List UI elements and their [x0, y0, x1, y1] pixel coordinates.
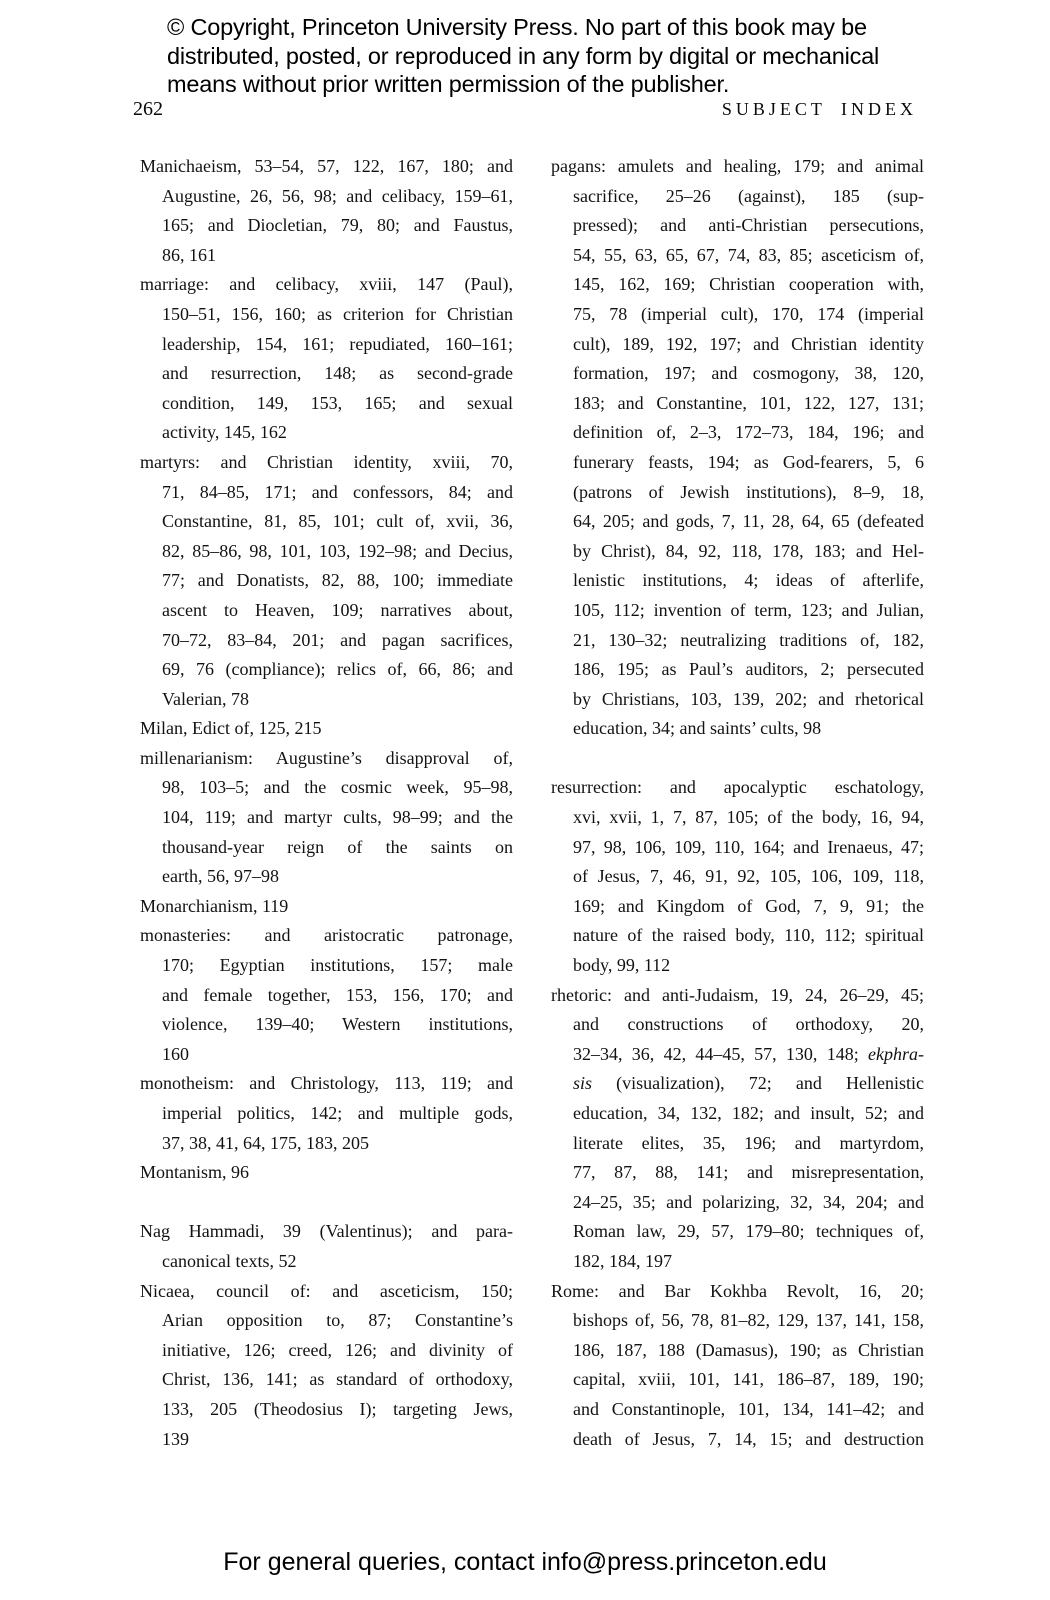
- index-entry-line: education, 34; and saints’ cults, 98: [573, 718, 822, 739]
- index-entry-line: Augustine, 26, 56, 98; and celibacy, 159–61,: [162, 185, 513, 206]
- index-entry-line: 71, 84–85, 171; and confessors, 84; and: [162, 481, 513, 502]
- index-entry-line: 105, 112; invention of term, 123; and Julian,: [573, 599, 924, 620]
- copyright-line-1: © Copyright, Princeton University Press. No part of this book may be: [167, 14, 867, 40]
- index-entry-line: and constructions of orthodoxy, 20,: [573, 1014, 924, 1035]
- index-entry-line: Nag Hammadi, 39 (Valentinus); and para-: [140, 1221, 513, 1242]
- index-entry-line: ascent to Heaven, 109; narratives about,: [162, 599, 513, 620]
- index-entry-line: Constantine, 81, 85, 101; cult of, xvii, 36,: [162, 511, 513, 532]
- index-entry-line: earth, 56, 97–98: [162, 866, 279, 887]
- index-entry-line: 70–72, 83–84, 201; and pagan sacrifices,: [162, 629, 513, 650]
- index-entry-line: thousand-year reign of the saints on: [162, 836, 513, 857]
- index-entry-line: 37, 38, 41, 64, 175, 183, 205: [162, 1132, 369, 1153]
- index-entry-line: by Christians, 103, 139, 202; and rhetorical: [573, 688, 924, 709]
- index-entry-line: bishops of, 56, 78, 81–82, 129, 137, 141, 158,: [573, 1310, 924, 1331]
- index-entry-line: rhetoric: and anti-Judaism, 19, 24, 26–29, 45;: [551, 984, 924, 1005]
- italic-text-run: ekphra-: [868, 1043, 924, 1064]
- index-entry-line: 182, 184, 197: [573, 1250, 672, 1271]
- footer-contact-line: For general queries, contact info@press.princeton.edu: [223, 1548, 827, 1576]
- index-entry: [140, 270, 513, 448]
- index-entry-line: formation, 197; and cosmogony, 38, 120,: [573, 363, 924, 384]
- index-entry-line: 160: [162, 1043, 189, 1064]
- index-entry-line: xvi, xvii, 1, 7, 87, 105; of the body, 16, 94,: [573, 807, 924, 828]
- page-header: [133, 96, 917, 122]
- index-entry-line: 97, 98, 106, 109, 110, 164; and Irenaeus, 47;: [573, 836, 924, 857]
- index-entry-line: literate elites, 35, 196; and martyrdom,: [573, 1132, 924, 1153]
- index-entry-line: monasteries: and aristocratic patronage,: [140, 925, 513, 946]
- index-entry-line: 64, 205; and gods, 7, 11, 28, 64, 65 (defeated: [573, 511, 924, 532]
- index-entry-line: 145, 162, 169; Christian cooperation with,: [573, 274, 924, 295]
- index-entry-line: Valerian, 78: [162, 688, 249, 709]
- index-entry: [140, 1069, 513, 1158]
- index-entry-line: Rome: and Bar Kokhba Revolt, 16, 20;: [551, 1280, 924, 1301]
- index-entry-line: Arian opposition to, 87; Constantine’s: [162, 1310, 513, 1331]
- index-entry-line: initiative, 126; creed, 126; and divinity of: [162, 1339, 513, 1360]
- index-entry-line: Manichaeism, 53–54, 57, 122, 167, 180; and: [140, 156, 513, 176]
- index-entry-line: and Constantinople, 101, 134, 141–42; and: [573, 1398, 924, 1419]
- index-entry-line: 186, 187, 188 (Damasus), 190; as Christian: [573, 1339, 924, 1360]
- text-run: 32–34, 36, 42, 44–45, 57, 130, 148;: [573, 1043, 869, 1064]
- copyright-line-3: means without prior written permission of the publisher.: [167, 71, 730, 98]
- index-entry-line: 69, 76 (compliance); relics of, 66, 86; and: [162, 659, 513, 680]
- index-entry-line: 183; and Constantine, 101, 122, 127, 131;: [573, 392, 924, 413]
- index-entry-line: 54, 55, 63, 65, 67, 74, 83, 85; asceticism of,: [573, 244, 924, 265]
- index-entry-line: millenarianism: Augustine’s disapproval of,: [140, 747, 513, 768]
- italic-text-run: sis: [573, 1073, 593, 1094]
- index-entry-line: Christ, 136, 141; as standard of orthodoxy,: [162, 1369, 513, 1390]
- index-entry-line: and resurrection, 148; as second-grade: [162, 363, 513, 384]
- index-entry-line: condition, 149, 153, 165; and sexual: [162, 392, 513, 413]
- index-body: [140, 152, 924, 1454]
- copyright-notice: [167, 13, 927, 99]
- index-entry-line: activity, 145, 162: [162, 422, 287, 443]
- index-entry-line: death of Jesus, 7, 14, 15; and destruction: [573, 1428, 924, 1449]
- index-entry-line: Nicaea, council of: and asceticism, 150;: [140, 1280, 513, 1301]
- text-run: (visualization), 72; and Hellenistic: [592, 1073, 924, 1094]
- index-entry-line: 169; and Kingdom of God, 7, 9, 91; the: [573, 895, 924, 916]
- index-entry-line: 165; and Diocletian, 79, 80; and Faustus,: [162, 215, 513, 236]
- index-entry-line: martyrs: and Christian identity, xviii, 70,: [140, 451, 513, 472]
- index-entry: [140, 152, 513, 270]
- index-entry: [140, 744, 513, 892]
- index-entry-line: pressed); and anti-Christian persecutions,: [573, 215, 924, 236]
- index-entry-line: lenistic institutions, 4; ideas of afterlife,: [573, 570, 924, 591]
- index-entry-line: body, 99, 112: [573, 955, 671, 976]
- index-entry: [551, 152, 924, 744]
- index-entry-line: (patrons of Jewish institutions), 8–9, 18,: [573, 481, 924, 502]
- index-entry: [551, 1277, 924, 1455]
- index-entry-line: 75, 78 (imperial cult), 170, 174 (imperial: [573, 303, 924, 324]
- index-entry: [140, 714, 513, 744]
- index-entry-line: Monarchianism, 119: [140, 895, 289, 916]
- index-entry: [140, 1217, 513, 1276]
- index-entry-line: violence, 139–40; Western institutions,: [162, 1014, 513, 1035]
- index-entry-line: [551, 1040, 924, 1070]
- index-entry-line: cult), 189, 192, 197; and Christian identity: [573, 333, 924, 354]
- index-entry: [551, 773, 924, 980]
- index-entry-line: imperial politics, 142; and multiple gods,: [162, 1103, 513, 1123]
- index-entry: [551, 981, 924, 1277]
- index-entry-line: 24–25, 35; and polarizing, 32, 34, 204; and: [573, 1191, 924, 1212]
- index-entry-line: 77, 87, 88, 141; and misrepresentation,: [573, 1162, 924, 1183]
- index-entry-line: 77; and Donatists, 82, 88, 100; immediate: [162, 570, 513, 591]
- index-entry-line: capital, xviii, 101, 141, 186–87, 189, 190;: [573, 1369, 924, 1390]
- index-entry-line: by Christ), 84, 92, 118, 178, 183; and Hel-: [573, 540, 924, 561]
- index-entry: [140, 921, 513, 1069]
- index-entry-line: 86, 161: [162, 244, 216, 265]
- index-entry-line: of Jesus, 7, 46, 91, 92, 105, 106, 109, 118,: [573, 866, 924, 887]
- index-entry-line: leadership, 154, 161; repudiated, 160–161;: [162, 333, 513, 354]
- index-entry-line: 150–51, 156, 160; as criterion for Christian: [162, 303, 513, 324]
- index-entry-line: definition of, 2–3, 172–73, 184, 196; and: [573, 422, 924, 443]
- index-entry-line: monotheism: and Christology, 113, 119; and: [140, 1073, 513, 1094]
- index-entry-line: 133, 205 (Theodosius I); targeting Jews,: [162, 1398, 513, 1419]
- index-entry: [140, 892, 513, 922]
- index-entry-line: 82, 85–86, 98, 101, 103, 192–98; and Decius,: [162, 540, 513, 561]
- index-entry-line: canonical texts, 52: [162, 1250, 297, 1271]
- index-entry-line: [551, 1069, 924, 1099]
- index-entry-line: and female together, 153, 156, 170; and: [162, 984, 513, 1005]
- index-entry-line: funerary feasts, 194; as God-fearers, 5, 6: [573, 451, 924, 472]
- index-column-right: [551, 152, 924, 1454]
- index-entry-line: resurrection: and apocalyptic eschatology,: [551, 777, 924, 798]
- index-entry: [140, 1158, 513, 1188]
- index-entry: [140, 1277, 513, 1455]
- index-entry-line: nature of the raised body, 110, 112; spiritual: [573, 925, 924, 946]
- index-entry-line: Milan, Edict of, 125, 215: [140, 718, 322, 739]
- index-entry-line: 98, 103–5; and the cosmic week, 95–98,: [162, 777, 513, 798]
- index-entry-line: 139: [162, 1428, 189, 1449]
- index-entry-line: pagans: amulets and healing, 179; and animal: [551, 156, 924, 176]
- index-entry-line: marriage: and celibacy, xviii, 147 (Paul),: [140, 274, 513, 295]
- index-entry-line: 21, 130–32; neutralizing traditions of, 182,: [573, 629, 924, 650]
- index-entry-line: sacrifice, 25–26 (against), 185 (sup-: [573, 185, 924, 206]
- index-column-left: [140, 152, 513, 1454]
- index-entry-line: 104, 119; and martyr cults, 98–99; and the: [162, 807, 513, 828]
- index-entry-line: Roman law, 29, 57, 179–80; techniques of,: [573, 1221, 924, 1242]
- index-entry-line: 186, 195; as Paul’s auditors, 2; persecuted: [573, 659, 924, 680]
- copyright-line-2: distributed, posted, or reproduced in any form by digital or mechanical: [167, 42, 880, 69]
- index-entry-line: 170; Egyptian institutions, 157; male: [162, 955, 513, 976]
- index-entry-line: education, 34, 132, 182; and insult, 52; and: [573, 1103, 924, 1123]
- page-number: 262: [133, 98, 163, 120]
- running-head: SUBJECT INDEX: [721, 99, 917, 119]
- index-entry-line: Montanism, 96: [140, 1162, 250, 1183]
- index-entry: [140, 448, 513, 714]
